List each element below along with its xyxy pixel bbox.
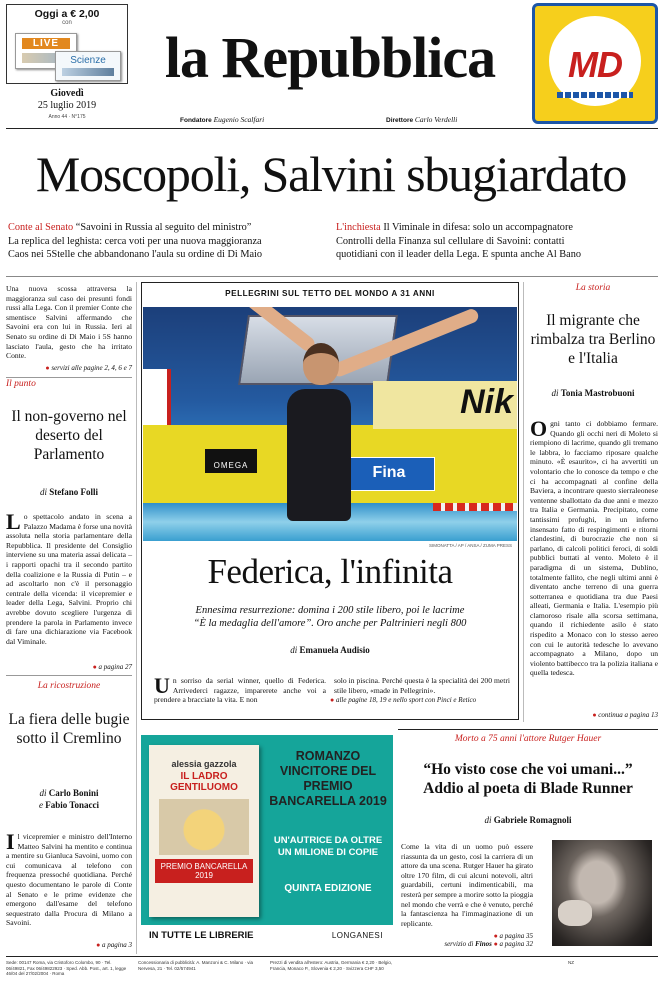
headline-left-summary: Conte al Senato “Savoini in Russia al seguito del ministro” La replica del leghista: cerca voti per una nuova maggioranza Caos nei 5Stelle che abbandonano l'aula su ordine di Di Maio — [8, 222, 263, 260]
hauer-photo — [552, 840, 652, 946]
sign-red — [143, 369, 171, 425]
masthead-title: la Repubblica — [164, 25, 496, 90]
price-box — [6, 4, 128, 84]
headline-right-summary: L'inchiesta Il Viminale in difesa: solo un accompagnatore Controlli della Finanza sul cellulare di Savoini: contatti quotidiani con il leader della Lega. E spunta anche Al Bano — [336, 222, 582, 260]
photo-credit: SIMONATTA / AP / ANSA / ZUMA PRESS — [428, 543, 512, 548]
insert-scienze: Scienze — [55, 51, 121, 81]
footer-col-3: Prezzi di vendita all'estero: Austria, Germania € 2,20 · Belgio, Francia, Monaco P., Slovenia € 2,20 · Svizzera CHF 3,50 — [270, 960, 393, 971]
punto-byline: di Stefano Folli — [39, 487, 98, 497]
kicker-conte: Conte al Senato — [8, 222, 74, 233]
photo-story-text-right: solo in piscina. Perché questa è la specialità dei 200 metri stile libero, «made in Pellegrini». — [334, 676, 510, 695]
date: 25 luglio 2019 — [37, 100, 97, 111]
book-cover-art — [159, 799, 249, 855]
storia-ref[interactable]: ● continua a pagina 13 — [528, 711, 658, 719]
punto-title: Il non-governo nel deserto del Parlamento — [11, 408, 127, 463]
publisher-logo: LONGANESI — [331, 931, 383, 940]
book-ad-copies: UN'AUTRICE DA OLTRE UN MILIONE DI COPIE — [273, 835, 383, 858]
book-ad-edition: QUINTA EDIZIONE — [284, 883, 372, 894]
sign-nike: Nik — [373, 381, 517, 429]
md-logo-text: MD — [568, 44, 622, 85]
founder-line: Fondatore Eugenio Scalfari — [180, 115, 265, 124]
price-with: con — [62, 20, 72, 26]
storia-title: Il migrante che rimbalza tra Berlino e l'Italia — [530, 312, 656, 367]
md-stripes — [557, 92, 633, 98]
main-headline: Moscopoli, Salvini sbugiardato — [35, 146, 627, 202]
footer-col-1: Sede: 00147 Roma, via Cristoforo Colombo, 90 · Tel. 06/49821, Fax 06/49822923 · Sped. Abb. Post., art. 1, legge 46/04 del 27/02/2004 · Roma — [6, 960, 127, 976]
punto-text: Lo spettacolo andato in scena a Palazzo Madama è forse una novità assoluta nella storia parlamentare della Repubblica. Il presidente del Consiglio interviene su una materia assai delicata – i rapporti opachi tra il secondo partito della coalizione e la Russia di Putin – e ad ascoltarlo non c'è il personaggio centrale della vicenda: il vicepremier e leader della Lega, Salvini. Proprio chi avrebbe dovuto scegliere l'urgenza di prendere la parola in Parlamento invece di fare una dichiarazione via Facebook dal Viminale. — [6, 509, 132, 646]
ricostruzione-tag: La ricostruzione — [37, 681, 101, 691]
md-advert[interactable] — [532, 3, 658, 124]
photo-story-subtitle: Ennesima resurrezione: domina i 200 stile libero, poi le lacrime “È la medaglia dell'amore”. Oro anche per Paltrinieri negli 800 — [193, 605, 467, 629]
hauer-hand — [558, 900, 592, 926]
hauer-byline: di Gabriele Romagnoli — [484, 815, 572, 825]
book-cover: alessia gazzola IL LADRO GENTILUOMO PREMIO BANCARELLA 2019 — [149, 745, 259, 917]
punto-ref[interactable]: ● a pagina 27 — [6, 663, 132, 671]
ricostruzione-byline: di Carlo Bonini e Fabio Tonacci — [38, 788, 99, 810]
lead-text: Una nuova scossa attraversa la maggioranza sul caso dei presunti fondi russi alla Lega. Con il premier Conte che smentisce Salvini affermando che Savoini era con lui in Russia. Ieri al Senato su ordine di Di Maio i 5S hanno lasciato l'aula, gesto che ha irritato Conte. — [6, 284, 132, 361]
photo-story-byline: di Emanuela Audisio — [290, 645, 370, 655]
lead-ref[interactable]: ● servizi alle pagine 2, 4, 6 e 7 — [6, 364, 132, 372]
photo-story-ref[interactable]: ● alle pagine 18, 19 e nello sport con Pinci e Retico — [330, 696, 510, 704]
photo-story-title: Federica, l'infinita — [207, 552, 453, 591]
ricostruzione-title: La fiera delle bugie sotto il Cremlino — [8, 711, 130, 747]
photo-story-kicker: PELLEGRINI SUL TETTO DEL MONDO A 31 ANNI — [225, 289, 435, 298]
hauer-title: “Ho visto cose che voi umani...” Addio al poeta di Blade Runner — [423, 761, 633, 797]
kicker-inchiesta: L'inchiesta — [336, 222, 381, 233]
book-ad-headline: ROMANZO VINCITORE DEL PREMIO BANCARELLA 2019 — [269, 749, 387, 808]
storia-text: Ogni tanto ci dobbiamo fermare. Quando gli occhi neri di Moleto si riempiono di lacrime, quando gli tremano le labbra, lo facciamo riposare qualche minuto. «È esaurito», ci ha avvertiti un volontario che lo conosce da tempo e che ci ha accompagnati al confine della Baviera, a incontrare questo sierraleonese ventenne sballottato da due anni e mezzo tra Italia e Germania. Precipitato, come tantissimi profughi, in un inferno insensato fatto di respingimenti e ritorni clandestini, di burocrazie che non si parlano, di calcoli politici feroci, di soldi pubblici buttati al vento. Moleto è il paradigma di un sistema, Dublino, totalmente fallito, che negli ultimi anni è diventato anche terreno di una guerra sotterranea e quotidiana tra due Paesi alleati, Germania e Italia. L'esempio più clamoroso risale alla scorsa settimana, quando il richiedente asilo è stato rispedito a Monaco con lo stesso aereo con cui le autorità tedesche lo avevano accompagnato a Milano, dopo un violento battibecco tra la polizia italiana e quella tedesca. — [530, 416, 658, 678]
hauer-text: Come la vita di un uomo può essere riassunta da un gesto, così la carriera di un attore da una scena. Rutger Hauer ha girato oltre 170 film, di cui alcuni notevoli, altri guardabili, certuni indimenticabili, ma resterà per sempre a morire sotto la pioggia nel mondo che verrà e che è venuto, perché la fantascienza ha l'immaginazione di un replicante. — [401, 842, 533, 928]
issue-number: Anno 44 · N°175 — [48, 114, 86, 120]
sign-fina: Fina — [343, 457, 435, 491]
insert-covers — [15, 33, 121, 81]
footer-col-4: NZ — [568, 960, 574, 965]
date-weekday: Giovedì — [50, 88, 84, 99]
ricostruzione-text: Il vicepremier e ministro dell'Interno Matteo Salvini ha mentito e continua a mentire su Gianluca Savoini, uomo con cui comunicava al telefono con frequenza pressoché quotidiana. Perché questo documentano le parole di Conte al Senato e le prime evidenze che emergono dall'esame del telefono sequestrato dalla Procura di Milano a Savoini. — [6, 829, 132, 928]
footer-col-2: Concessionaria di pubblicità: A. Manzoni & C. Milano · via Nervesa, 21 · Tel. 02/574941 — [138, 960, 254, 971]
hauer-kicker: Morto a 75 anni l'attore Rutger Hauer — [454, 734, 602, 744]
lane-rope — [433, 503, 517, 511]
swimmer-head — [303, 343, 339, 385]
sign-omega: OMEGA — [205, 449, 257, 473]
storia-byline: di Tonia Mastrobuoni — [551, 388, 635, 398]
swimmer-body — [287, 389, 351, 521]
photo-story-text-left: Un sorriso da serial winner, quello di Federica. Arrivederci ragazze, imparerete anche voi a prendere a bracciate la vita. E non — [154, 673, 326, 705]
hauer-refs[interactable]: ● a pagina 35 servizio di Finos ● a pagina 32 — [401, 932, 533, 948]
punto-tag: Il punto — [6, 379, 36, 389]
price-label: Oggi a € 2,00 — [34, 8, 100, 20]
book-ad-footer-bar: IN TUTTE LE LIBRERIE LONGANESI — [141, 925, 393, 947]
pellegrini-photo — [143, 307, 517, 541]
director-line: Direttore Carlo Verdelli — [386, 115, 458, 124]
book-advert[interactable] — [141, 735, 393, 947]
ricostruzione-ref[interactable]: ● a pagina 3 — [6, 941, 132, 949]
storia-tag: La storia — [575, 283, 611, 293]
insert-live: LIVE — [15, 33, 77, 69]
